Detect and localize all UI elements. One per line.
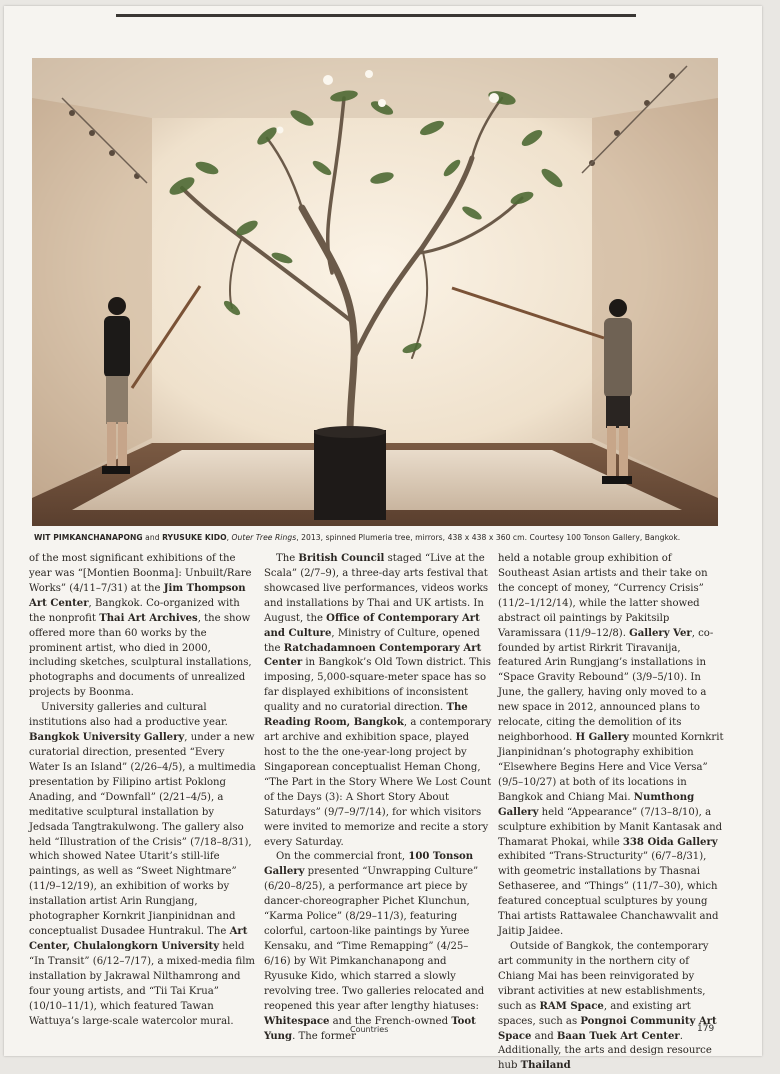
text-run: University galleries and cultural institutions also had a productive year. xyxy=(29,702,228,729)
caption-connector: and xyxy=(145,533,160,542)
text-run: , the show offered more than 60 works by the prominent artist, who died in 2000, including sketches, sculptural installations, photographs and documents of unrealized projects by Boonma. xyxy=(29,612,252,699)
venue-name: Thailand xyxy=(520,1060,571,1072)
text-run: mounted Kornkrit Jianpinidnan’s photography exhibition “Elsewhere Begins Here and Vice Versa” (9/5–10/27) at both of its locations in Bangkok and Chiang Mai. xyxy=(498,732,724,803)
venue-name: Gallery Ver xyxy=(629,627,692,639)
venue-name: Whitespace xyxy=(264,1015,330,1027)
text-run: of the most significant exhibitions of the year was “[Montien Boonma]: Unbuilt/Rare Works” (4/11–7/31) at the xyxy=(29,553,252,594)
text-run: . The former xyxy=(292,1030,356,1042)
paragraph xyxy=(264,552,492,850)
text-run: , a contemporary art archive and exhibition space, played host to the the one-year-long project by Singaporean conceptualist Heman Chong, “The Part in the Story Where We Lost Count of the Days (3): A Short Story About Saturdays” (9/7–9/7/14), for which visitors were invited to memorize and recite a story every Saturday. xyxy=(264,717,492,848)
paragraph xyxy=(29,701,257,1029)
photo-caption: WIT PIMKANCHANAPONG and RYUSUKE KIDO, Outer Tree Rings, 2013, spinned Plumeria tree, mirrors, 438 x 438 x 360 cm. Courtesy 100 Tonson Gallery, Bangkok. xyxy=(34,533,681,542)
text-run: in Bangkok’s Old Town district. This imposing, 5,000-square-meter space has so far displayed exhibitions of inconsistent quality and no curatorial direction. xyxy=(264,657,491,714)
text-column-3 xyxy=(498,552,726,1074)
text-column-2 xyxy=(264,552,492,1044)
text-run: Outside of Bangkok, the contemporary art community in the northern city of Chiang Mai has been reinvigorated by vibrant activities at new establishments, such as xyxy=(498,940,709,1012)
venue-name: Jim Thompson Art Center xyxy=(29,582,246,609)
caption-artist-1: WIT PIMKANCHANAPONG xyxy=(34,533,143,542)
venue-name: Ratchadamnoen Contemporary Art Center xyxy=(264,642,482,669)
venue-name: Toot Yung xyxy=(264,1015,476,1042)
section-label: Countries xyxy=(350,1025,389,1034)
paragraph xyxy=(498,940,726,1074)
text-run: held a notable group exhibition of Southeast Asian artists and their take on the concept of money, “Currency Crisis” (11/2–1/12/14), while the latter showed abstract oil paintings by Pakitsilp Varamissara (11/9–12/8). xyxy=(498,553,708,639)
text-run: , and existing art spaces, such as xyxy=(498,1000,691,1027)
venue-name: Office of Contemporary Art and Culture xyxy=(264,612,480,639)
venue-name: Thai Art Archives xyxy=(99,612,198,624)
text-run: and xyxy=(531,1030,557,1042)
paragraph xyxy=(264,850,492,1044)
caption-details: , 2013, spinned Plumeria tree, mirrors, 438 x 438 x 360 cm. Courtesy 100 Tonson Gallery, Bangkok. xyxy=(296,533,681,542)
text-run: , Bangkok. Co-organized with the nonprofit xyxy=(29,597,240,624)
exhibition-photo xyxy=(32,58,718,526)
text-run: , under a new curatorial direction, presented “Every Water Is an Island” (2/26–4/5), a multimedia presentation by Filipino artist Poklong Anading, and “Downfall” (2/21–4/5), a meditative sculptural installation by Jedsada Tangtrakulwong. The gallery also held “Illustration of the Crisis” (7/18–8/31), which showed Natee Utarit’s still-life paintings, as well as “Sweet Nightmare” (11/9–12/19), an exhibition of works by installation artist Arin Rungjang, photographer Kornkrit Jianpinidnan and conceptualist Dusadee Huntrakul. The xyxy=(29,732,256,938)
text-run: presented “Unwrapping Culture” (6/20–8/25), a performance art piece by dancer-choreographer Pichet Klunchun, “Karma Police” (8/29–11/3), featuring colorful, cartoon-like paintings by Yuree Kensaku, and “Time Remapping” (4/25–6/16) by Wit Pimkanchanapong and Ryusuke Kido, which starred a slowly revolving tree. Two galleries relocated and reopened this year after lengthy hiatuses: xyxy=(264,866,485,1012)
venue-name: Numthong Gallery xyxy=(498,791,695,818)
text-run: held “In Transit” (6/12–7/17), a mixed-media film installation by Jakrawal Nilthamrong and four young artists, and “Tii Tai Krua” (10/10–11/1), which featured Tawan Wattuya’s large-scale watercolor mural. xyxy=(29,940,255,1027)
venue-name: 338 Oida Gallery xyxy=(622,836,718,848)
venue-name: 100 Tonson Gallery xyxy=(264,851,474,878)
text-run: . Additionally, the arts and design resource hub xyxy=(498,1030,712,1072)
text-run: On the commercial front, xyxy=(276,851,409,863)
venue-name: RAM Space xyxy=(539,1000,604,1012)
venue-name: Baan Tuek Art Center xyxy=(556,1030,680,1042)
caption-work-title: Outer Tree Rings xyxy=(231,533,297,542)
venue-name: British Council xyxy=(298,553,385,564)
text-run: , Ministry of Culture, opened the xyxy=(264,627,480,654)
paragraph xyxy=(29,552,257,701)
text-run: The xyxy=(276,553,299,564)
venue-name: Bangkok University Gallery xyxy=(29,732,185,744)
paragraph xyxy=(498,552,726,940)
top-rule xyxy=(116,14,636,17)
venue-name: H Gallery xyxy=(575,732,630,744)
magazine-page xyxy=(4,6,762,1072)
text-run: staged “Live at the Scala” (2/7–9), a three-day arts festival that showcased live performances, videos works and installations by Thai and UK artists. In August, the xyxy=(264,553,489,624)
page-number: 179 xyxy=(697,1024,715,1034)
text-run: , co-founded by artist Rirkrit Tiravanija, featured Arin Rungjang’s installations in “Space Gravity Rebound” (3/9–5/10). In June, the gallery, having only moved to a new space in 2012, announced plans to relocate, citing the demolition of its neighborhood. xyxy=(498,627,714,744)
text-column-1 xyxy=(29,552,257,1030)
caption-artist-2: RYUSUKE KIDO xyxy=(162,533,227,542)
text-run: held “Appearance” (7/13–8/10), a sculpture exhibition by Manit Kantasak and Thamarat Phokai, while xyxy=(498,806,723,848)
venue-name: Pongnoi Community Art Space xyxy=(498,1015,717,1042)
text-run: and the French-owned xyxy=(329,1015,452,1027)
tree-installation-photo xyxy=(32,58,718,526)
text-run: exhibited “Trans-Structurity” (6/7–8/31), with geometric installations by Thasnai Sethaseree, and “Things” (11/7–30), which featured conceptual sculptures by young Thai artists Rattawalee Chanchawvalit and Jaitip Jaidee. xyxy=(498,851,719,938)
venue-name: The Reading Room, Bangkok xyxy=(264,702,468,729)
venue-name: Art Center, Chulalongkorn University xyxy=(29,926,248,952)
